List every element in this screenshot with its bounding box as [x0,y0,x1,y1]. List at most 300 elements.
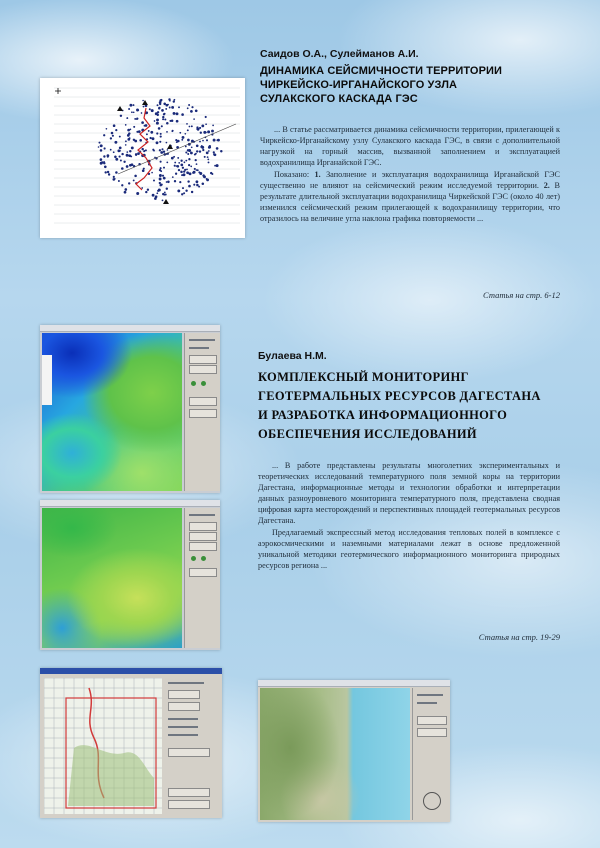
event-point [129,137,131,139]
event-point [211,173,213,175]
event-point [159,184,162,187]
event-point [191,146,193,148]
event-point [186,123,188,125]
event-point [156,118,159,121]
event-point [137,152,140,155]
event-point [182,136,185,139]
event-point [129,164,132,167]
event-point [99,142,101,144]
event-point [141,148,143,150]
event-point [147,189,149,191]
event-point [191,106,193,108]
event-point [153,179,155,181]
panel-button[interactable] [189,522,217,531]
event-point [166,181,168,183]
article1-authors: Саидов О.А., Сулейманов А.И. [260,48,419,60]
thermal-map-screenshot-2 [40,500,220,650]
event-point [113,176,115,178]
event-point [121,153,123,155]
event-point [177,189,180,192]
event-point [133,126,135,128]
event-point [143,168,145,170]
options-panel [166,678,218,814]
event-point [113,124,116,127]
findings-lead: Показано: [274,170,310,179]
event-point [165,108,167,110]
event-point [143,106,145,108]
event-point [177,157,179,159]
panel-button[interactable] [189,355,217,364]
event-point [126,165,129,168]
event-point [171,120,174,123]
panel-button[interactable] [417,716,447,725]
event-point [189,126,191,128]
event-point [104,165,107,168]
event-point [129,104,132,107]
panel-button[interactable] [189,397,217,406]
panel-button[interactable] [168,690,200,699]
panel-button[interactable] [189,542,217,551]
event-point [100,149,103,152]
event-point [207,130,210,133]
event-point [203,175,206,178]
event-point [150,131,153,134]
event-point [173,100,175,102]
event-point [126,151,128,153]
event-point [162,175,164,177]
event-point [175,173,177,175]
event-point [164,191,166,193]
event-point [181,193,183,195]
panel-button[interactable] [168,748,210,757]
event-point [134,140,137,143]
event-point [127,134,130,137]
event-point [121,184,123,186]
event-point [136,109,139,112]
event-point [115,158,118,161]
event-point [187,180,189,182]
event-point [160,151,163,154]
event-point [125,124,127,126]
event-point [195,109,198,112]
event-point [211,130,214,133]
event-point [145,191,147,193]
tool-panel [412,688,450,820]
event-point [162,116,164,118]
event-point [166,187,168,189]
event-point [149,108,151,110]
article2-title-line: КОМПЛЕКСНЫЙ МОНИТОРИНГ [258,370,469,384]
panel-button[interactable] [168,702,200,711]
event-point [158,127,161,130]
event-point [207,156,209,158]
event-point [141,112,143,114]
event-point [120,115,122,117]
event-point [119,147,122,150]
event-point [179,132,181,134]
event-point [166,161,168,163]
event-point [199,127,201,129]
panel-button[interactable] [189,409,217,418]
event-point [206,139,208,141]
event-point [176,120,179,123]
event-point [154,197,157,200]
event-point [159,169,161,171]
event-point [128,108,130,110]
event-point [196,163,198,165]
thermal-map [42,508,182,648]
event-point [162,118,164,120]
event-point [169,107,171,109]
event-point [200,132,202,134]
panel-button[interactable] [417,728,447,737]
event-point [214,165,216,167]
event-point [220,150,222,152]
event-point [159,149,161,151]
event-point [202,183,205,186]
event-point [178,106,180,108]
event-point [204,156,206,158]
event-point [148,130,150,132]
tool-panel [184,508,220,648]
event-point [199,172,202,175]
event-point [133,104,135,106]
event-point [161,148,163,150]
event-point [188,149,191,152]
event-point [187,153,189,155]
event-point [153,150,155,152]
seismicity-map-figure [40,78,245,238]
event-point [177,140,180,143]
event-point [160,167,162,169]
article1-title-line: ЧИРКЕЙСКО-ИРГАНАЙСКОГО УЗЛА [260,79,458,91]
event-point [160,133,162,135]
event-point [123,161,125,163]
article2-paragraph: ... В работе представлены результаты многолетних экспериментальных и теоретических исследований температурного поля земной коры на территории Дагестана, информационные методы и технологии обработки и интерпретации данных разноуровневого мониторинга температурного поля, представлена сводная цифровая карта месторождений и перспективных площадей геотермальных ресурсов Дагестана. [258,461,560,525]
event-point [186,169,188,171]
panel-button[interactable] [189,532,217,541]
event-point [188,164,190,166]
event-point [171,157,174,160]
panel-button[interactable] [189,365,217,374]
event-point [188,185,191,188]
event-point [125,140,127,142]
event-point [107,171,109,173]
article2-title [258,368,588,444]
event-point [157,104,159,106]
event-point [162,193,164,195]
article2-authors: Булаева Н.М. [258,350,327,362]
event-point [119,136,121,138]
event-point [104,147,106,149]
event-point [174,99,176,101]
event-point [166,131,168,133]
thermal-map-screenshot-1 [40,325,220,493]
grid-map [44,678,162,814]
event-point [106,128,108,130]
event-point [135,153,137,155]
event-point [187,107,189,109]
event-point [169,100,171,102]
event-point [146,133,148,135]
event-point [120,160,122,162]
event-point [196,180,199,183]
event-point [152,137,155,140]
event-point [156,122,159,125]
event-point [193,184,195,186]
event-point [126,154,129,157]
event-point [159,178,162,181]
event-point [216,164,219,167]
article1-title-line: СУЛАКСКОГО КАСКАДА ГЭС [260,93,418,105]
article1-title [260,64,580,106]
event-point [136,192,139,195]
event-point [196,184,199,187]
article1-body [260,124,560,225]
event-point [115,171,118,174]
event-point [139,139,142,142]
event-point [216,139,218,141]
event-point [180,160,182,162]
event-point [143,151,145,153]
event-point [149,137,151,139]
event-point [112,135,114,137]
event-point [185,146,187,148]
event-point [181,174,183,176]
event-point [103,134,105,136]
event-point [205,116,207,118]
event-point [176,165,179,168]
article2-page-reference: Статья на стр. 19-29 [478,632,560,642]
article2-body [258,460,560,572]
event-point [185,190,187,192]
event-point [134,175,137,178]
event-point [213,139,216,142]
event-point [188,104,190,106]
event-point [206,178,209,181]
terrain-map [260,688,410,820]
event-point [158,107,160,109]
event-point [103,161,105,163]
event-point [184,133,186,135]
event-point [180,164,183,167]
event-point [114,156,117,159]
event-point [165,193,167,195]
event-point [111,132,114,135]
event-point [110,149,112,151]
event-point [125,144,127,146]
event-point [209,145,211,147]
event-point [124,191,127,194]
event-point [145,124,148,127]
event-point [133,179,135,181]
finding-number: 2. [543,181,550,190]
event-point [141,121,144,124]
event-point [133,111,135,113]
event-point [174,180,176,182]
event-point [181,139,183,141]
event-point [107,154,110,157]
article2-title-line: ГЕОТЕРМАЛЬНЫХ РЕСУРСОВ ДАГЕСТАНА [258,389,541,403]
event-point [199,141,201,143]
article1-page-reference: Статья на стр. 6-12 [483,290,560,300]
event-point [213,151,215,153]
event-point [151,172,153,174]
event-point [182,167,184,169]
event-point [179,181,181,183]
event-point [124,188,127,191]
event-point [104,171,106,173]
event-point [156,192,158,194]
event-point [205,132,207,134]
event-point [184,161,186,163]
event-point [182,187,184,189]
event-point [186,171,189,174]
event-point [178,169,180,171]
event-point [195,153,197,155]
event-point [187,139,190,142]
event-point [191,191,193,193]
event-point [176,112,179,115]
event-point [129,150,131,152]
event-point [214,153,217,156]
article2-title-line: ОБЕСПЕЧЕНИЯ ИССЛЕДОВАНИЙ [258,427,477,441]
event-point [171,106,174,109]
event-point [216,147,219,150]
event-point [183,192,185,194]
event-point [159,99,162,102]
event-point [114,141,117,144]
seismicity-map-plot [40,78,245,238]
event-point [185,160,187,162]
event-point [156,141,159,144]
event-point [162,199,164,201]
event-point [130,155,132,157]
article1-findings [260,169,560,224]
event-point [160,136,162,138]
event-point [199,150,201,152]
article1-title-line: ДИНАМИКА СЕЙСМИЧНОСТИ ТЕРРИТОРИИ [260,65,503,77]
event-point [130,129,132,131]
event-point [190,110,193,113]
event-point [151,109,154,112]
event-point [131,111,133,113]
event-point [188,158,190,160]
event-point [142,169,145,172]
event-point [155,112,158,115]
event-point [163,167,165,169]
article2-title-line: И РАЗРАБОТКА ИНФОРМАЦИОННОГО [258,408,508,422]
event-point [131,146,134,149]
tool-panel [184,333,220,491]
finding-text: В результате длительной эксплуатации водохранилища Чиркейской ГЭС (около 40 лет) изменился сейсмический режим прилегающей к водохранилищу территории, что отразилось на величине угла наклона графика повторяемости ... [260,181,560,223]
event-point [160,161,162,163]
event-point [167,104,169,106]
event-point [180,171,183,174]
event-point [166,122,169,125]
terrain-map-screenshot [258,680,450,822]
event-point [118,150,120,152]
panel-button[interactable] [168,788,210,797]
event-point [201,124,204,127]
event-point [190,166,192,168]
event-point [127,129,130,132]
event-point [196,169,198,171]
event-point [98,146,100,148]
event-point [167,149,169,151]
event-point [198,186,200,188]
event-point [141,187,143,189]
event-point [185,151,187,153]
event-point [181,113,184,116]
event-point [187,129,189,131]
event-point [166,142,168,144]
event-point [156,132,158,134]
finding-text: Заполнение и эксплуатация водохранилища Ирганайской ГЭС существенно не влияют на сейсмический режим исследуемой территории. [260,170,560,190]
event-point [207,159,209,161]
event-point [208,150,210,152]
event-point [206,152,209,155]
event-point [113,151,115,153]
event-point [100,144,103,147]
event-point [138,130,141,133]
event-point [119,156,121,158]
event-point [174,162,176,164]
finding-number: 1. [314,170,321,179]
event-point [193,118,195,120]
event-point [167,181,170,184]
event-point [161,109,164,112]
event-point [100,159,102,161]
panel-button[interactable] [189,568,217,577]
event-point [191,125,193,127]
article1-paragraph: ... В статье рассматривается динамика сейсмичности территории, прилегающей к Чиркейско-Ирганайскому узлу Сулакского каскада ГЭС, в связи с дополнительной нагрузкой на горный массив, вызванной заполнением и эксплуатацией водохранилища Ирганайской ГЭС. [260,125,560,167]
grid-map-drawing [44,678,162,814]
event-point [164,118,166,120]
event-point [174,165,176,167]
event-point [112,178,115,181]
event-point [108,173,110,175]
event-point [159,141,161,143]
event-point [154,120,156,122]
event-point [128,182,130,184]
event-point [163,103,166,106]
event-point [184,169,186,171]
event-point [159,182,161,184]
event-point [152,194,155,197]
event-point [163,177,165,179]
event-point [193,171,196,174]
event-point [136,117,138,119]
event-point [212,125,214,127]
event-point [190,152,193,155]
grid-map-screenshot [40,668,222,818]
event-point [161,125,163,127]
event-point [202,149,204,151]
thermal-map [42,333,182,491]
event-point [103,155,105,157]
event-point [195,159,197,161]
event-point [134,118,136,120]
event-point [172,176,174,178]
event-point [142,100,144,102]
event-point [158,189,161,192]
panel-button[interactable] [168,800,210,809]
event-point [172,130,174,132]
event-point [121,167,124,170]
event-point [197,128,200,131]
event-point [118,180,120,182]
